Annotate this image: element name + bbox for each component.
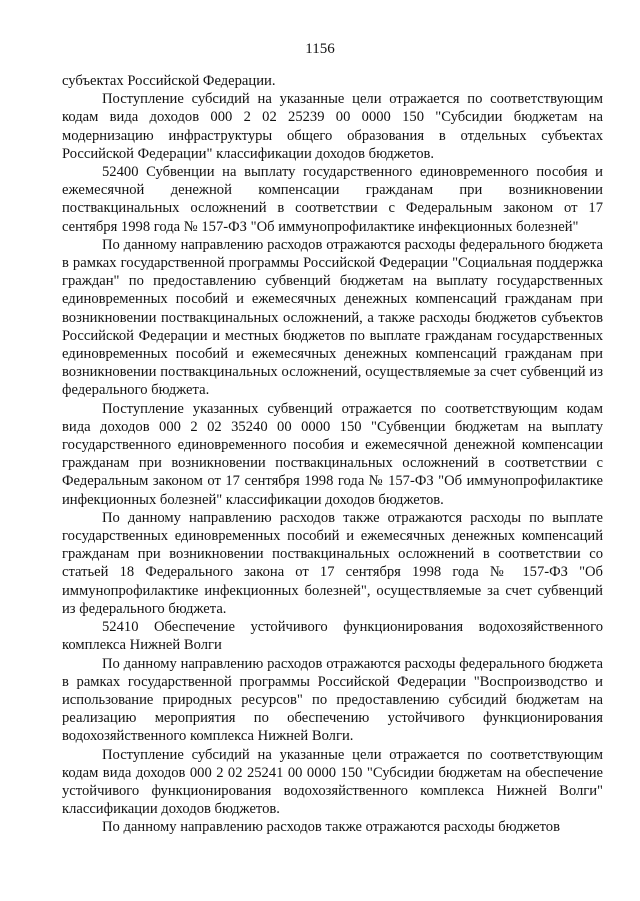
paragraph: По данному направлению расходов также отражаются расходы по выплате государственных единовременных пособий и ежемесячных денежных компенсаций гражданам при возникновении поствакцинальных осложнений в соответствии со статьей 18 Федерального закона от 17 сентября 1998 года № 157-ФЗ "Об иммунопрофилактике инфекционных болезней", осуществляемые за счет субвенций из федерального бюджета. xyxy=(62,509,603,617)
paragraph: По данному направлению расходов отражаются расходы федерального бюджета в рамках государственной программы Российской Федерации "Воспроизводство и использование природных ресурсов" по предоставлению субсидий бюджетам на реализацию мероприятия по обеспечению устойчивого функционирования водохозяйственного комплекса Нижней Волги. xyxy=(62,655,603,745)
page-number: 1156 xyxy=(305,41,335,57)
paragraph-partial: По данному направлению расходов также отражаются расходы бюджетов xyxy=(102,819,560,836)
section-heading-52400: 52400 Субвенции на выплату государственного единовременного пособия и ежемесячной денежной компенсации гражданам при возникновении поствакцинальных осложнений в соответствии с Федеральным законом от 17 сентября 1998 года № 157-ФЗ "Об иммунопрофилактике инфекционных болезней" xyxy=(62,164,603,235)
paragraph: Поступление субсидий на указанные цели отражается по соответствующим кодам вида доходов 000 2 02 25241 00 0000 150 "Субсидии бюджетам на обеспечение устойчивого функционирования водохозяйственного комплекса Нижней Волги" классификации доходов бюджетов. xyxy=(62,746,603,818)
paragraph: Поступление указанных субвенций отражается по соответствующим кодам вида доходов 000 2 02 35240 00 0000 150 "Субвенции бюджетам на выплату государственного единовременного пособия и ежемесячной денежной компенсации гражданам при возникновении поствакцинальных осложнений в соответствии с Федеральным законом от 17 сентября 1998 года № 157-ФЗ "Об иммунопрофилактике инфекционных болезней" классификации доходов бюджетов. xyxy=(62,400,603,508)
section-heading-52410: 52410 Обеспечение устойчивого функционирования водохозяйственного комплекса Нижней Волги xyxy=(62,619,603,654)
paragraph-continuation: субъектах Российской Федерации. xyxy=(62,73,276,89)
document-body xyxy=(62,72,603,837)
paragraph: Поступление субсидий на указанные цели отражается по соответствующим кодам вида доходов 000 2 02 25239 00 0000 150 "Субсидии бюджетам на модернизацию инфраструктуры общего образования в отдельных субъектах Российской Федерации" классификации доходов бюджетов. xyxy=(62,91,603,162)
paragraph: По данному направлению расходов отражаются расходы федерального бюджета в рамках государственной программы Российской Федерации "Социальная поддержка граждан" по предоставлению субвенций бюджетам на выплату государственных единовременных пособий и ежемесячных денежных компенсаций гражданам при возникновении поствакцинальных осложнений, а также расходы бюджетов субъектов Российской Федерации и местных бюджетов по выплате гражданам государственных единовременных пособий и ежемесячных денежных компенсаций гражданам при возникновении поствакцинальных осложнений, осуществляемые за счет субвенций из федерального бюджета. xyxy=(62,236,603,399)
